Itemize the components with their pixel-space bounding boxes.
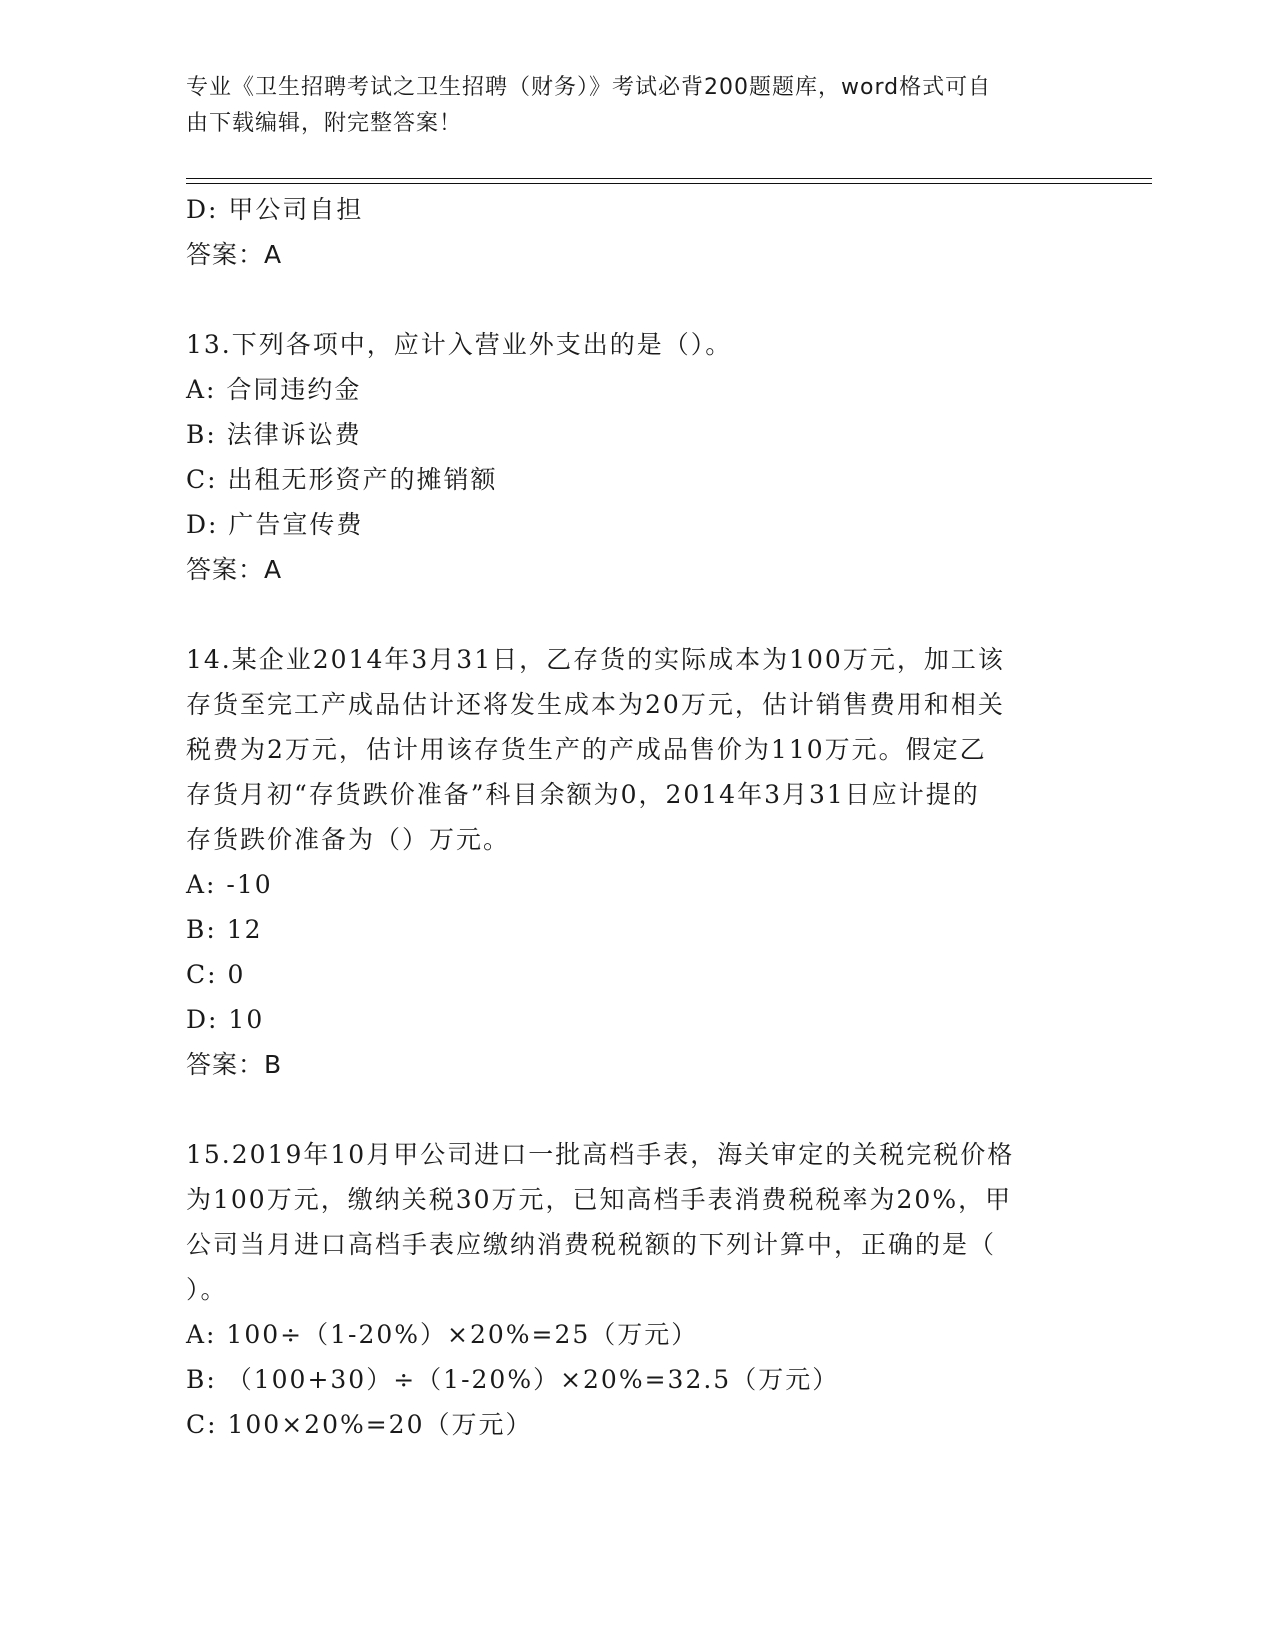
option-a: A: -10 xyxy=(186,870,273,899)
question-12-tail xyxy=(186,187,1086,277)
option-b: B: 12 xyxy=(186,915,263,944)
header-rule-bottom xyxy=(186,183,1152,184)
question-14 xyxy=(186,637,1086,1087)
answer: 答案：B xyxy=(186,1050,283,1079)
option-b: B: （100+30）÷（1-20%）×20%=32.5（万元） xyxy=(186,1365,840,1394)
option-a: A: 合同违约金 xyxy=(186,375,362,404)
spacer xyxy=(186,1087,1086,1132)
option-c: C: 0 xyxy=(186,960,246,989)
page-header xyxy=(186,70,1066,142)
option-b: B: 法律诉讼费 xyxy=(186,420,362,449)
option-d: D: 广告宣传费 xyxy=(186,510,364,539)
question-stem-line-1: 14.某企业2014年3月31日，乙存货的实际成本为100万元，加工该 xyxy=(186,645,1005,674)
question-stem-line-2: 为100万元，缴纳关税30万元，已知高档手表消费税税率为20%，甲 xyxy=(186,1185,1013,1214)
question-stem-line-4: 存货月初“存货跌价准备”科目余额为0，2014年3月31日应计提的 xyxy=(186,780,980,809)
question-stem-line-4: ）。 xyxy=(186,1275,228,1304)
question-stem-line-5: 存货跌价准备为（）万元。 xyxy=(186,825,511,854)
option-c: C: 出租无形资产的摊销额 xyxy=(186,465,498,494)
question-stem-line-2: 存货至完工产成品估计还将发生成本为20万元，估计销售费用和相关 xyxy=(186,690,1005,719)
option-a: A: 100÷（1-20%）×20%=25（万元） xyxy=(186,1320,699,1349)
spacer xyxy=(186,592,1086,637)
answer: 答案：A xyxy=(186,240,283,269)
spacer xyxy=(186,277,1086,322)
answer: 答案：A xyxy=(186,555,283,584)
option-d: D: 甲公司自担 xyxy=(186,195,364,224)
header-line-1: 专业《卫生招聘考试之卫生招聘（财务）》考试必背200题题库，word格式可自 xyxy=(186,75,992,100)
option-d: D: 10 xyxy=(186,1005,265,1034)
header-rule-top xyxy=(186,178,1152,179)
question-15 xyxy=(186,1132,1086,1447)
option-c: C: 100×20%=20（万元） xyxy=(186,1410,533,1439)
header-line-2: 由下载编辑，附完整答案！ xyxy=(186,111,463,136)
question-13 xyxy=(186,322,1086,592)
question-stem-line-3: 税费为2万元，估计用该存货生产的产成品售价为110万元。假定乙 xyxy=(186,735,987,764)
question-stem-line-3: 公司当月进口高档手表应缴纳消费税税额的下列计算中，正确的是（ xyxy=(186,1230,997,1259)
question-stem: 13.下列各项中，应计入营业外支出的是（）。 xyxy=(186,330,733,359)
question-stem-line-1: 15.2019年10月甲公司进口一批高档手表，海关审定的关税完税价格 xyxy=(186,1140,1015,1169)
document-body xyxy=(186,187,1086,1447)
